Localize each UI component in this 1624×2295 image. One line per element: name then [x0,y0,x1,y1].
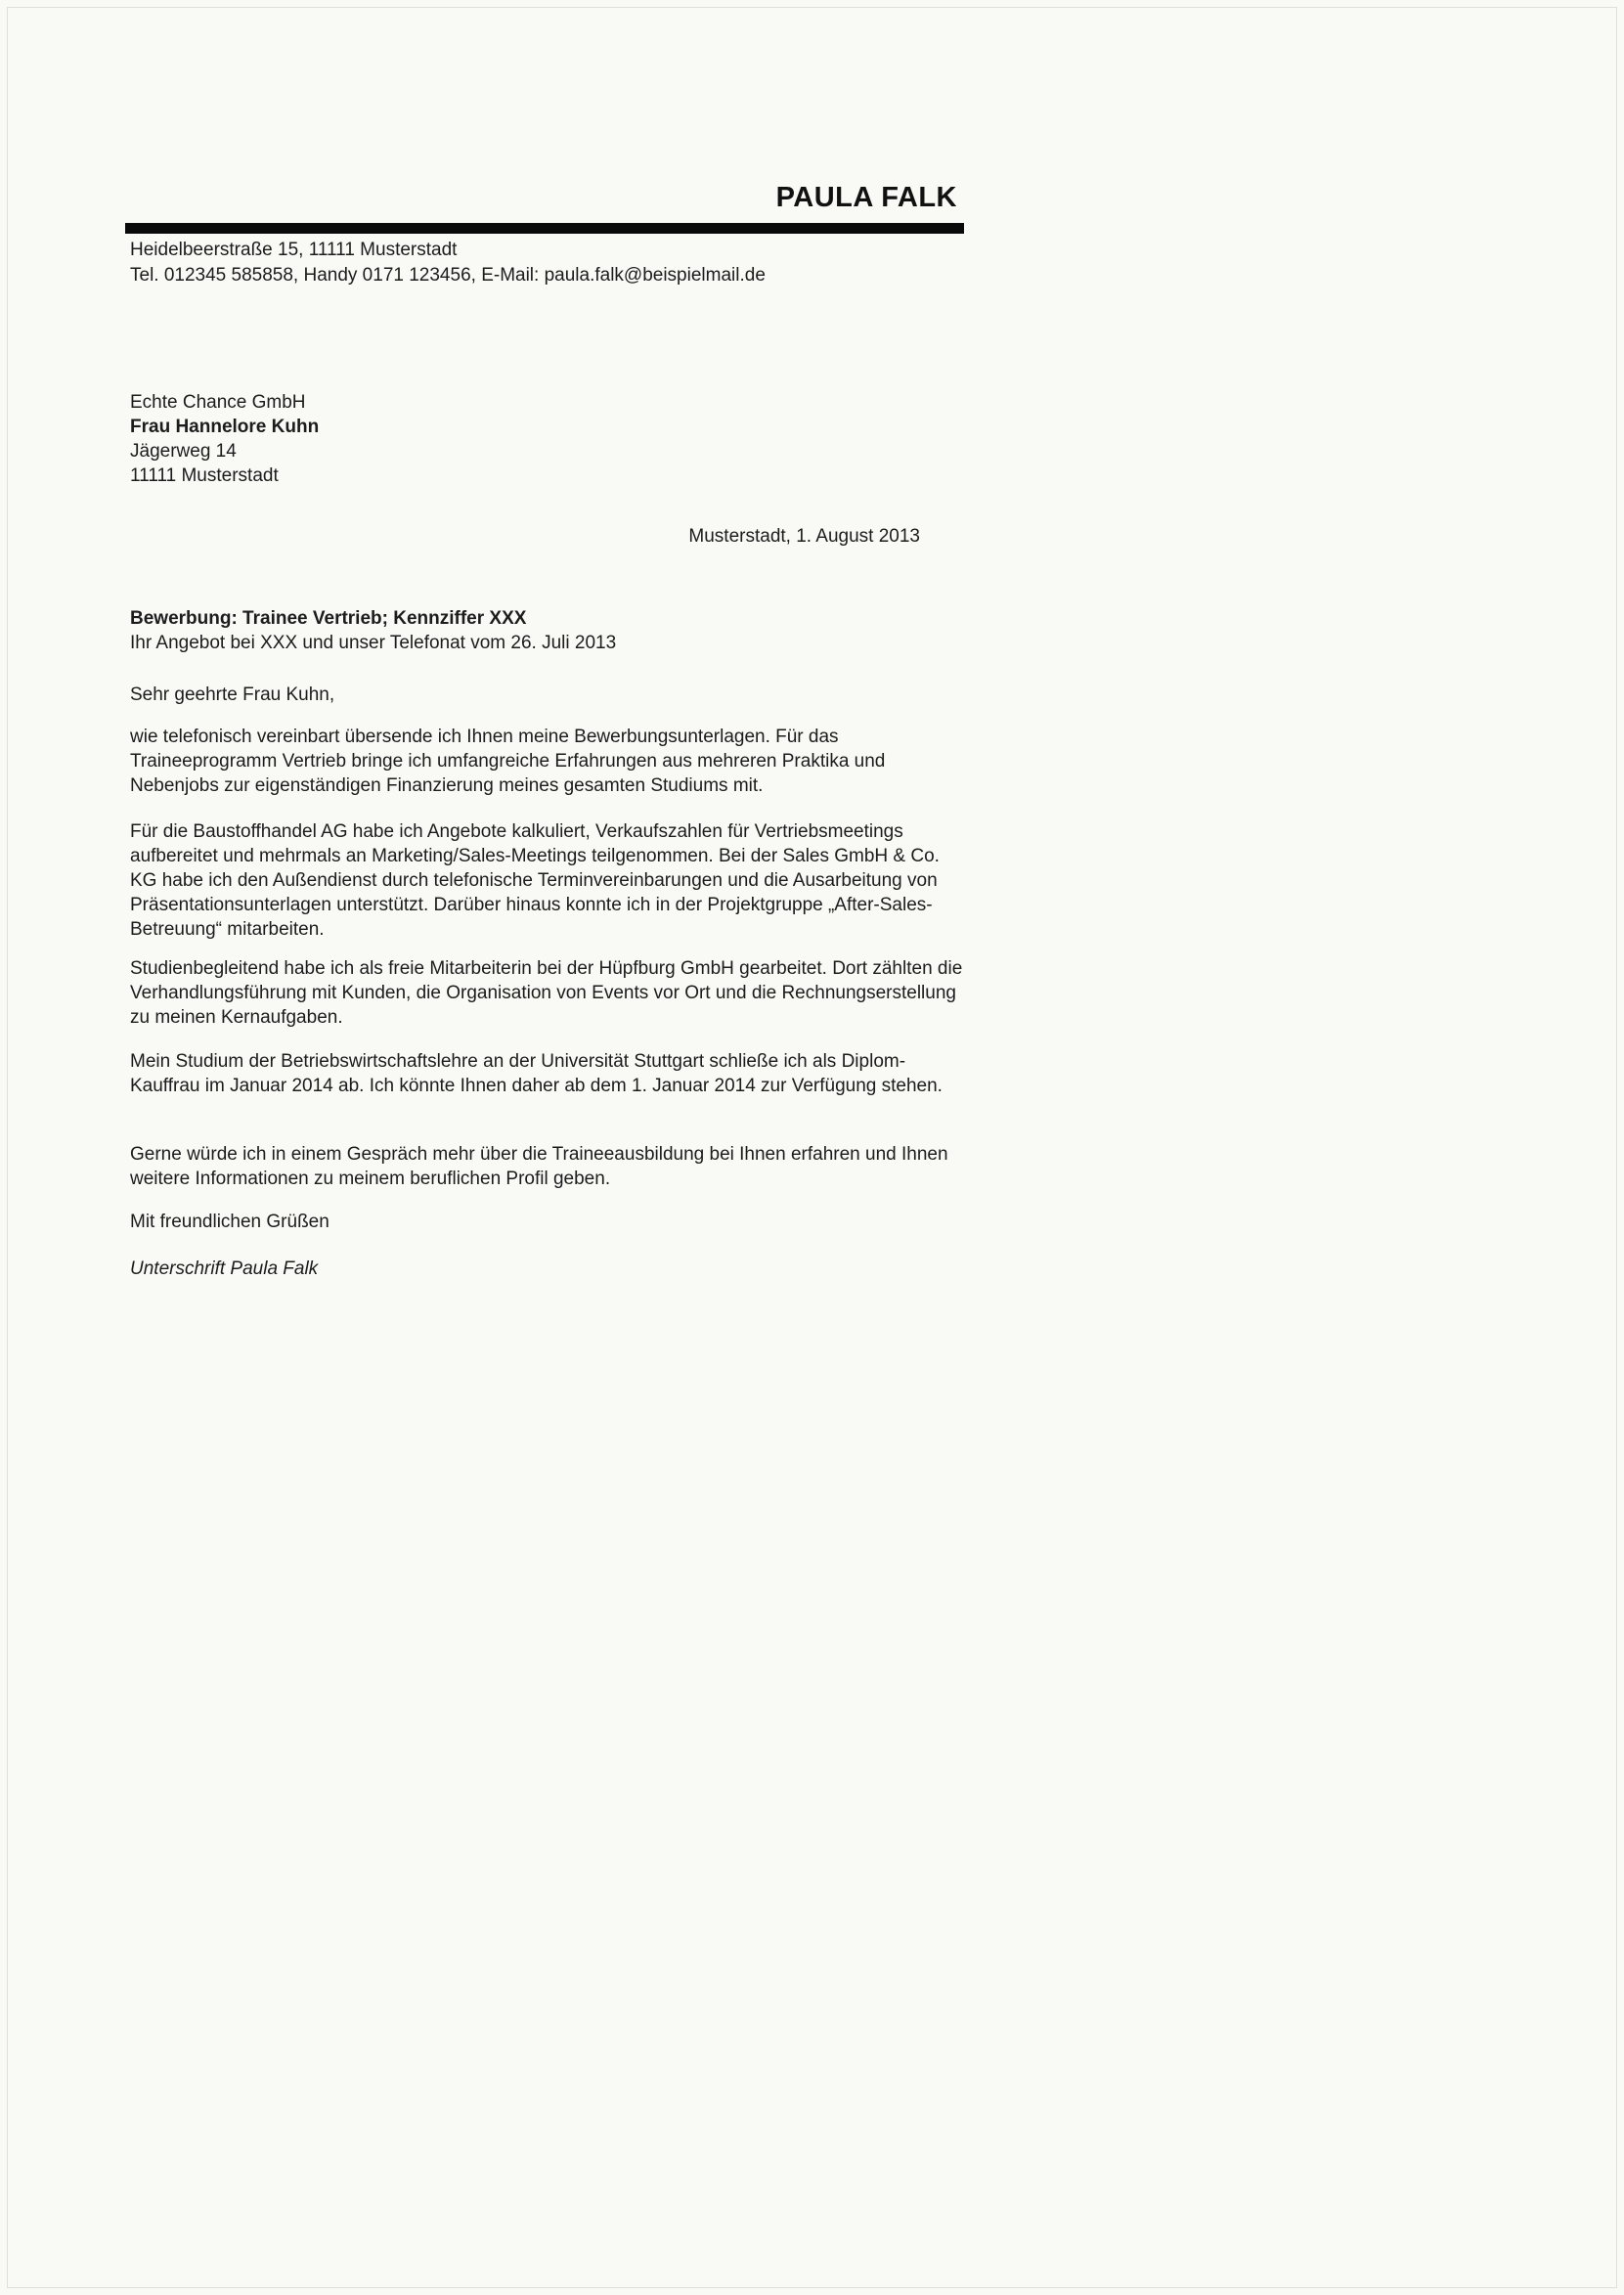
closing-line: Mit freundlichen Grüßen [130,1212,329,1232]
body-paragraph: Gerne würde ich in einem Gespräch mehr über die Traineeausbildung bei Ihnen erfahren und Ihnen weitere Informationen zu meinem beruflichen Profil geben. [130,1144,948,1189]
sender-contact-line: Tel. 012345 585858, Handy 0171 123456, E-Mail: paula.falk@beispielmail.de [130,265,766,286]
signature-line: Unterschrift Paula Falk [130,1258,319,1279]
body-paragraph: wie telefonisch vereinbart übersende ich Ihnen meine Bewerbungsunterlagen. Für das Traineeprogramm Vertrieb bringe ich umfangreiche Erfahrungen aus mehreren Praktika und Nebenjobs zur eigenständigen Finanzierung meines gesamten Studiums mit. [130,727,886,796]
recipient-company: Echte Chance GmbH [130,392,306,413]
subject-block [130,606,965,655]
body-paragraph: Mein Studium der Betriebswirtschaftslehre an der Universität Stuttgart schließe ich als Diplom-Kauffrau im Januar 2014 ab. Ich könnte Ihnen daher ab dem 1. Januar 2014 zur Verfügung stehen. [130,1051,943,1096]
recipient-street: Jägerweg 14 [130,441,237,462]
body-paragraph: Studienbegleitend habe ich als freie Mitarbeiterin bei der Hüpfburg GmbH gearbeitet. Dort zählten die Verhandlungsführung mit Kunden, die Organisation von Events vor Ort und die Rechnungserstellung zu meinen Kernaufgaben. [130,958,963,1028]
sender-contact-block [130,238,965,288]
sender-address-line: Heidelbeerstraße 15, 11111 Musterstadt [130,240,458,260]
date-line: Musterstadt, 1. August 2013 [688,526,920,547]
recipient-block [130,390,965,488]
subject-line: Bewerbung: Trainee Vertrieb; Kennziffer XXX [130,608,527,629]
subject-reference-line: Ihr Angebot bei XXX und unser Telefonat vom 26. Juli 2013 [130,633,617,653]
body-paragraph: Für die Baustoffhandel AG habe ich Angebote kalkuliert, Verkaufszahlen für Vertriebsmeetings aufbereitet und mehrmals an Marketing/Sales-Meetings teilgenommen. Bei der Sales GmbH & Co. KG habe ich den Außendienst durch telefonische Terminvereinbarungen und die Ausarbeitung von Präsentationsunterlagen unterstützt. Darüber hinaus konnte ich in der Projektgruppe „After-Sales-Betreuung“ mitarbeiten. [130,821,940,940]
header-rule [125,223,964,234]
recipient-city: 11111 Musterstadt [130,465,279,486]
salutation: Sehr geehrte Frau Kuhn, [130,684,335,705]
sender-name: PAULA FALK [775,182,957,213]
recipient-name: Frau Hannelore Kuhn [130,417,320,437]
